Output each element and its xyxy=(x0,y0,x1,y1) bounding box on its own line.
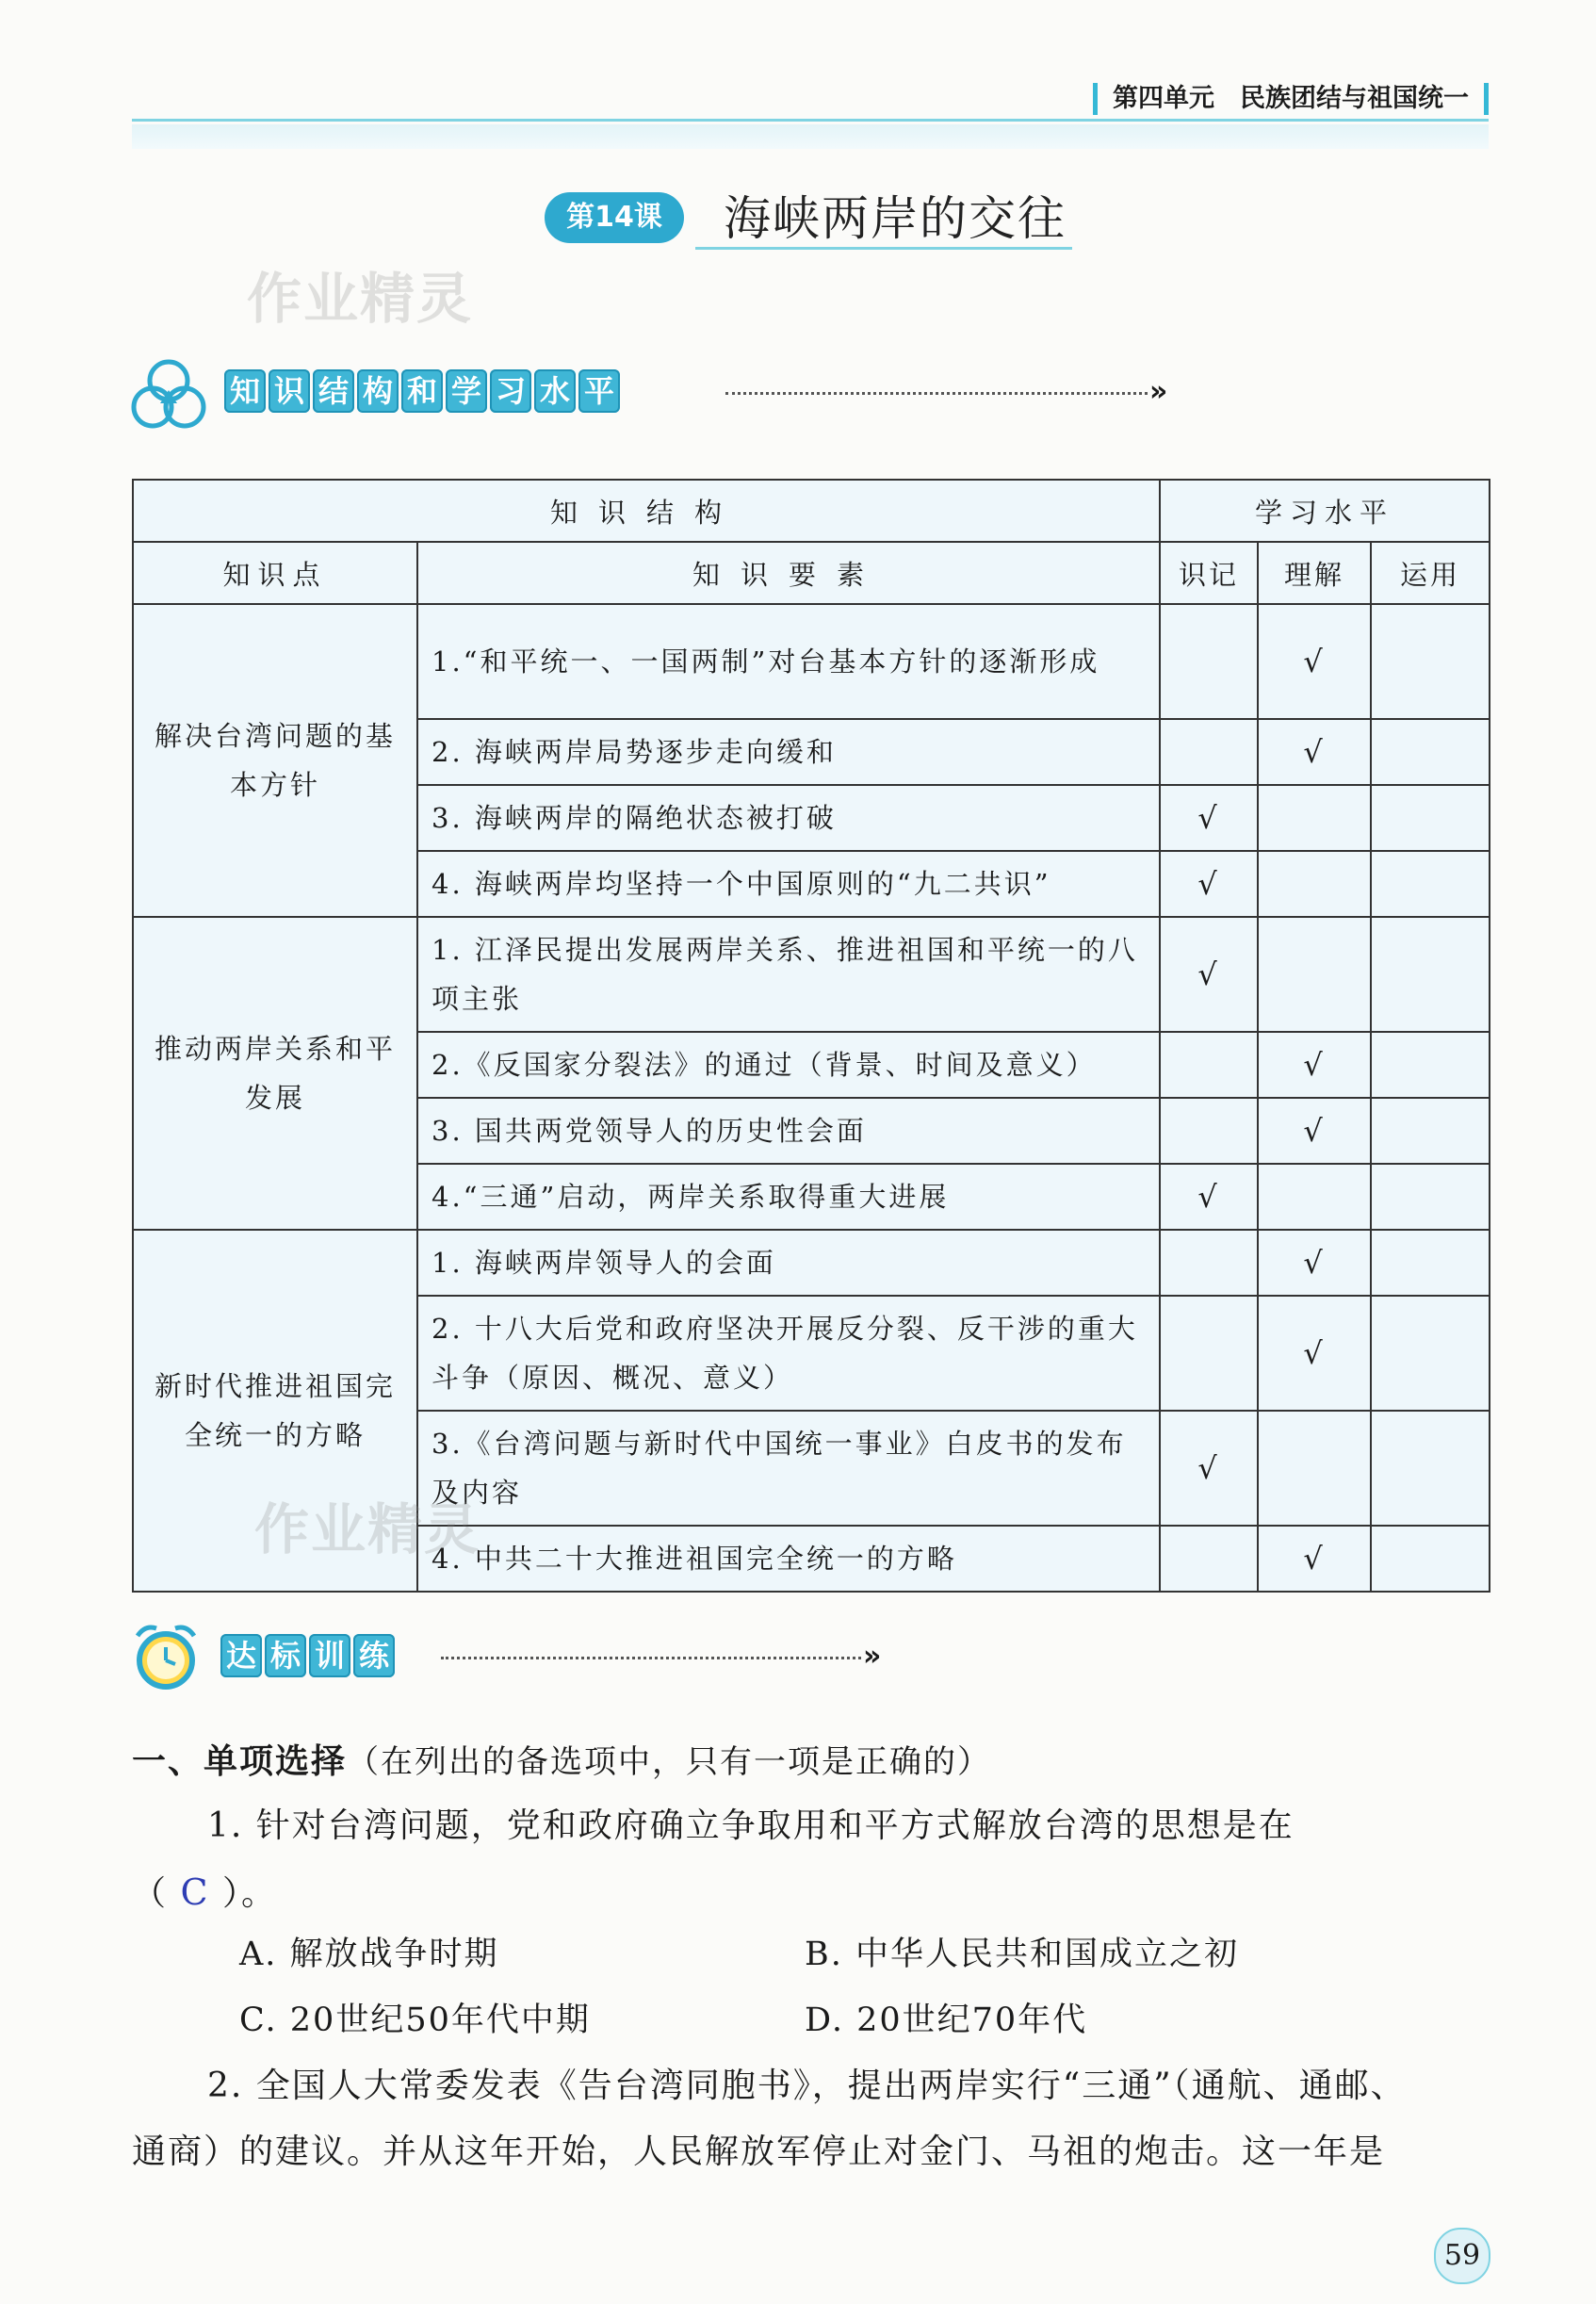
knowledge-point: 推动两岸关系和平发展 xyxy=(133,917,417,1230)
table-subhead-row xyxy=(133,542,1490,604)
knowledge-element: 4.“三通”启动，两岸关系取得重大进展 xyxy=(417,1164,1160,1230)
q1-paren-close: ）。 xyxy=(222,1874,278,1913)
level-cell xyxy=(1160,604,1258,719)
level-cell xyxy=(1371,1526,1490,1592)
level-cell xyxy=(1371,917,1490,1032)
level-cell xyxy=(1160,1526,1258,1592)
knowledge-element: 4. 中共二十大推进祖国完全统一的方略 xyxy=(417,1526,1160,1592)
head-structure: 知识结构 xyxy=(133,480,1160,542)
knowledge-element: 1. 海峡两岸领导人的会面 xyxy=(417,1230,1160,1296)
section-label-char: 识 xyxy=(269,369,310,413)
level-cell: √ xyxy=(1258,1230,1371,1296)
level-cell xyxy=(1371,1164,1490,1230)
level-cell xyxy=(1160,1032,1258,1098)
level-cell xyxy=(1258,851,1371,917)
level-cell xyxy=(1371,1032,1490,1098)
question-1-answer-line xyxy=(132,1858,1489,1928)
level-cell: √ xyxy=(1160,851,1258,917)
q1-option-c: C. 20世纪50年代中期 xyxy=(239,2002,591,2039)
knowledge-element: 1. 江泽民提出发展两岸关系、推进祖国和平统一的八项主张 xyxy=(417,917,1160,1032)
section-knowledge-structure xyxy=(130,356,1168,432)
q1-text: 1. 针对台湾问题，党和政府确立争取用和平方式解放台湾的思想是在 xyxy=(207,1806,1295,1845)
section-label-char: 练 xyxy=(353,1634,395,1677)
level-cell: √ xyxy=(1258,719,1371,785)
header-band xyxy=(132,124,1489,149)
dotted-rule xyxy=(441,1657,861,1659)
section-label-char: 达 xyxy=(220,1634,262,1677)
part-note: （在列出的备选项中，只有一项是正确的） xyxy=(347,1743,992,1781)
col-l1: 识记 xyxy=(1160,542,1258,604)
section-label-char: 学 xyxy=(446,369,487,413)
knowledge-element: 3. 海峡两岸的隔绝状态被打破 xyxy=(417,785,1160,851)
knowledge-element: 2. 十八大后党和政府坚决开展反分裂、反干涉的重大斗争（原因、概况、意义） xyxy=(417,1296,1160,1411)
knowledge-point: 解决台湾问题的基本方针 xyxy=(133,604,417,917)
unit-header xyxy=(132,83,1489,122)
level-cell xyxy=(1160,1098,1258,1164)
trefoil-icon xyxy=(130,356,207,433)
question-2-line1: 2. 全国人大常委发表《告台湾同胞书》，提出两岸实行“三通”（通航、通邮、 xyxy=(207,2067,1407,2105)
level-cell: √ xyxy=(1258,1296,1371,1411)
table-row xyxy=(133,604,1490,719)
alarm-clock-icon xyxy=(130,1621,202,1692)
knowledge-element: 3.《台湾问题与新时代中国统一事业》白皮书的发布及内容 xyxy=(417,1411,1160,1526)
section-label-char: 和 xyxy=(401,369,443,413)
knowledge-point: 新时代推进祖国完全统一的方略 xyxy=(133,1230,417,1592)
knowledge-element: 3. 国共两党领导人的历史性会面 xyxy=(417,1098,1160,1164)
level-cell xyxy=(1160,1296,1258,1411)
section-label-char: 习 xyxy=(490,369,531,413)
section-label-char: 构 xyxy=(357,369,399,413)
col-point: 知识点 xyxy=(133,542,417,604)
double-chevron-icon: » xyxy=(863,1640,882,1673)
section-label-char: 水 xyxy=(534,369,576,413)
level-cell xyxy=(1371,851,1490,917)
table-head-row xyxy=(133,480,1490,542)
double-chevron-icon: » xyxy=(1149,375,1168,408)
question-2-line2: 通商）的建议。并从这年开始，人民解放军停止对金门、马祖的炮击。这一年是 xyxy=(132,2132,1386,2171)
knowledge-element: 2. 海峡两岸局势逐步走向缓和 xyxy=(417,719,1160,785)
section-label-char: 训 xyxy=(309,1634,350,1677)
level-cell xyxy=(1371,604,1490,719)
watermark: 作业精灵 xyxy=(247,267,474,331)
q1-option-b: B. 中华人民共和国成立之初 xyxy=(805,1936,1239,1973)
q1-option-a: A. 解放战争时期 xyxy=(239,1936,499,1973)
level-cell: √ xyxy=(1258,1098,1371,1164)
q1-option-d: D. 20世纪70年代 xyxy=(805,2002,1088,2039)
question-1 xyxy=(132,1792,1489,1860)
page-number: 59 xyxy=(1434,2228,1490,2284)
part-heading xyxy=(132,1728,1489,1796)
unit-title: 第四单元 民族团结与祖国统一 xyxy=(1093,83,1489,115)
knowledge-table xyxy=(132,479,1490,1593)
level-cell xyxy=(1258,1164,1371,1230)
level-cell: √ xyxy=(1160,1411,1258,1526)
col-element: 知识要素 xyxy=(417,542,1160,604)
level-cell xyxy=(1371,719,1490,785)
level-cell xyxy=(1371,1098,1490,1164)
dotted-rule xyxy=(725,392,1148,395)
level-cell: √ xyxy=(1258,1526,1371,1592)
section-label-char: 结 xyxy=(313,369,354,413)
section-label-char: 知 xyxy=(224,369,266,413)
level-cell: √ xyxy=(1160,917,1258,1032)
level-cell: √ xyxy=(1258,1032,1371,1098)
knowledge-element: 4. 海峡两岸均坚持一个中国原则的“九二共识” xyxy=(417,851,1160,917)
level-cell xyxy=(1258,1411,1371,1526)
section-label xyxy=(224,369,620,413)
section-label-char: 平 xyxy=(578,369,620,413)
col-l3: 运用 xyxy=(1371,542,1490,604)
head-level: 学习水平 xyxy=(1160,480,1490,542)
lesson-underline xyxy=(695,247,1072,250)
section-label xyxy=(220,1634,395,1677)
q1-answer: C xyxy=(180,1871,210,1913)
col-l2: 理解 xyxy=(1258,542,1371,604)
level-cell xyxy=(1371,1296,1490,1411)
lesson-badge: 第14课 xyxy=(545,192,684,243)
table-row xyxy=(133,1230,1490,1296)
section-label-char: 标 xyxy=(265,1634,306,1677)
level-cell: √ xyxy=(1160,1164,1258,1230)
part-title: 一、单项选择 xyxy=(132,1742,348,1781)
watermark: 作业精灵 xyxy=(254,1497,481,1561)
lesson-name: 海峡两岸的交往 xyxy=(724,191,1067,246)
q1-paren-open: （ xyxy=(132,1874,169,1913)
knowledge-element: 1.“和平统一、一国两制”对台基本方针的逐渐形成 xyxy=(417,604,1160,719)
level-cell: √ xyxy=(1258,604,1371,719)
level-cell xyxy=(1258,785,1371,851)
lesson-title xyxy=(545,188,1072,249)
level-cell xyxy=(1371,1411,1490,1526)
knowledge-element: 2.《反国家分裂法》的通过（背景、时间及意义） xyxy=(417,1032,1160,1098)
table-row xyxy=(133,917,1490,1032)
level-cell xyxy=(1371,785,1490,851)
level-cell xyxy=(1371,1230,1490,1296)
section-practice xyxy=(130,1621,882,1696)
level-cell: √ xyxy=(1160,785,1258,851)
level-cell xyxy=(1160,1230,1258,1296)
level-cell xyxy=(1160,719,1258,785)
level-cell xyxy=(1258,917,1371,1032)
